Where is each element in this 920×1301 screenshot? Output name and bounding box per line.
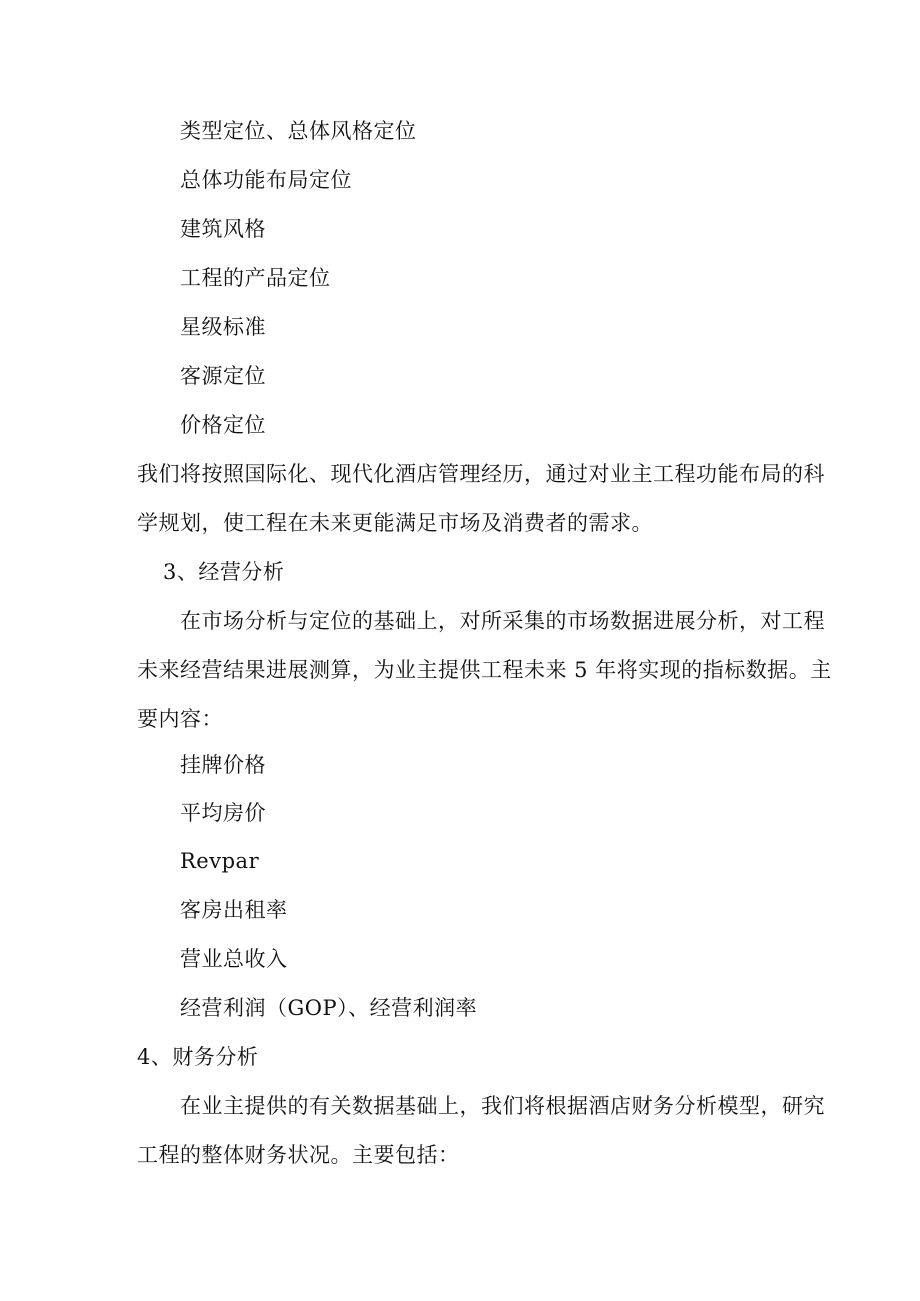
list-item: 总体功能布局定位 (180, 168, 352, 192)
list-item: 营业总收入 (180, 947, 288, 971)
list-item: 客房出租率 (180, 898, 288, 922)
paragraph-line: 我们将按照国际化、现代化酒店管理经历，通过对业主工程功能布局的科 (137, 462, 825, 486)
list-item: Revpar (180, 849, 260, 873)
paragraph-line: 要内容： (137, 707, 223, 731)
section-heading: 3、经营分析 (163, 560, 285, 584)
list-item: 挂牌价格 (180, 753, 266, 777)
paragraph-line: 学规划，使工程在未来更能满足市场及消费者的需求。 (137, 511, 653, 535)
paragraph-line: 未来经营结果进展测算，为业主提供工程未来 5 年将实现的指标数据。主 (137, 658, 832, 682)
list-item: 建筑风格 (180, 217, 266, 241)
list-item: 客源定位 (180, 364, 266, 388)
paragraph-line: 在市场分析与定位的基础上，对所采集的市场数据进展分析，对工程 (180, 609, 825, 633)
list-item: 工程的产品定位 (180, 266, 331, 290)
paragraph-line: 工程的整体财务状况。主要包括： (137, 1143, 460, 1167)
section-heading: 4、财务分析 (137, 1045, 259, 1069)
list-item: 星级标准 (180, 315, 266, 339)
list-item: 经营利润（GOP）、经营利润率 (180, 996, 478, 1020)
list-item: 类型定位、总体风格定位 (180, 119, 417, 143)
list-item: 价格定位 (180, 413, 266, 437)
paragraph-line: 在业主提供的有关数据基础上，我们将根据酒店财务分析模型，研究 (180, 1094, 825, 1118)
list-item: 平均房价 (180, 801, 266, 825)
